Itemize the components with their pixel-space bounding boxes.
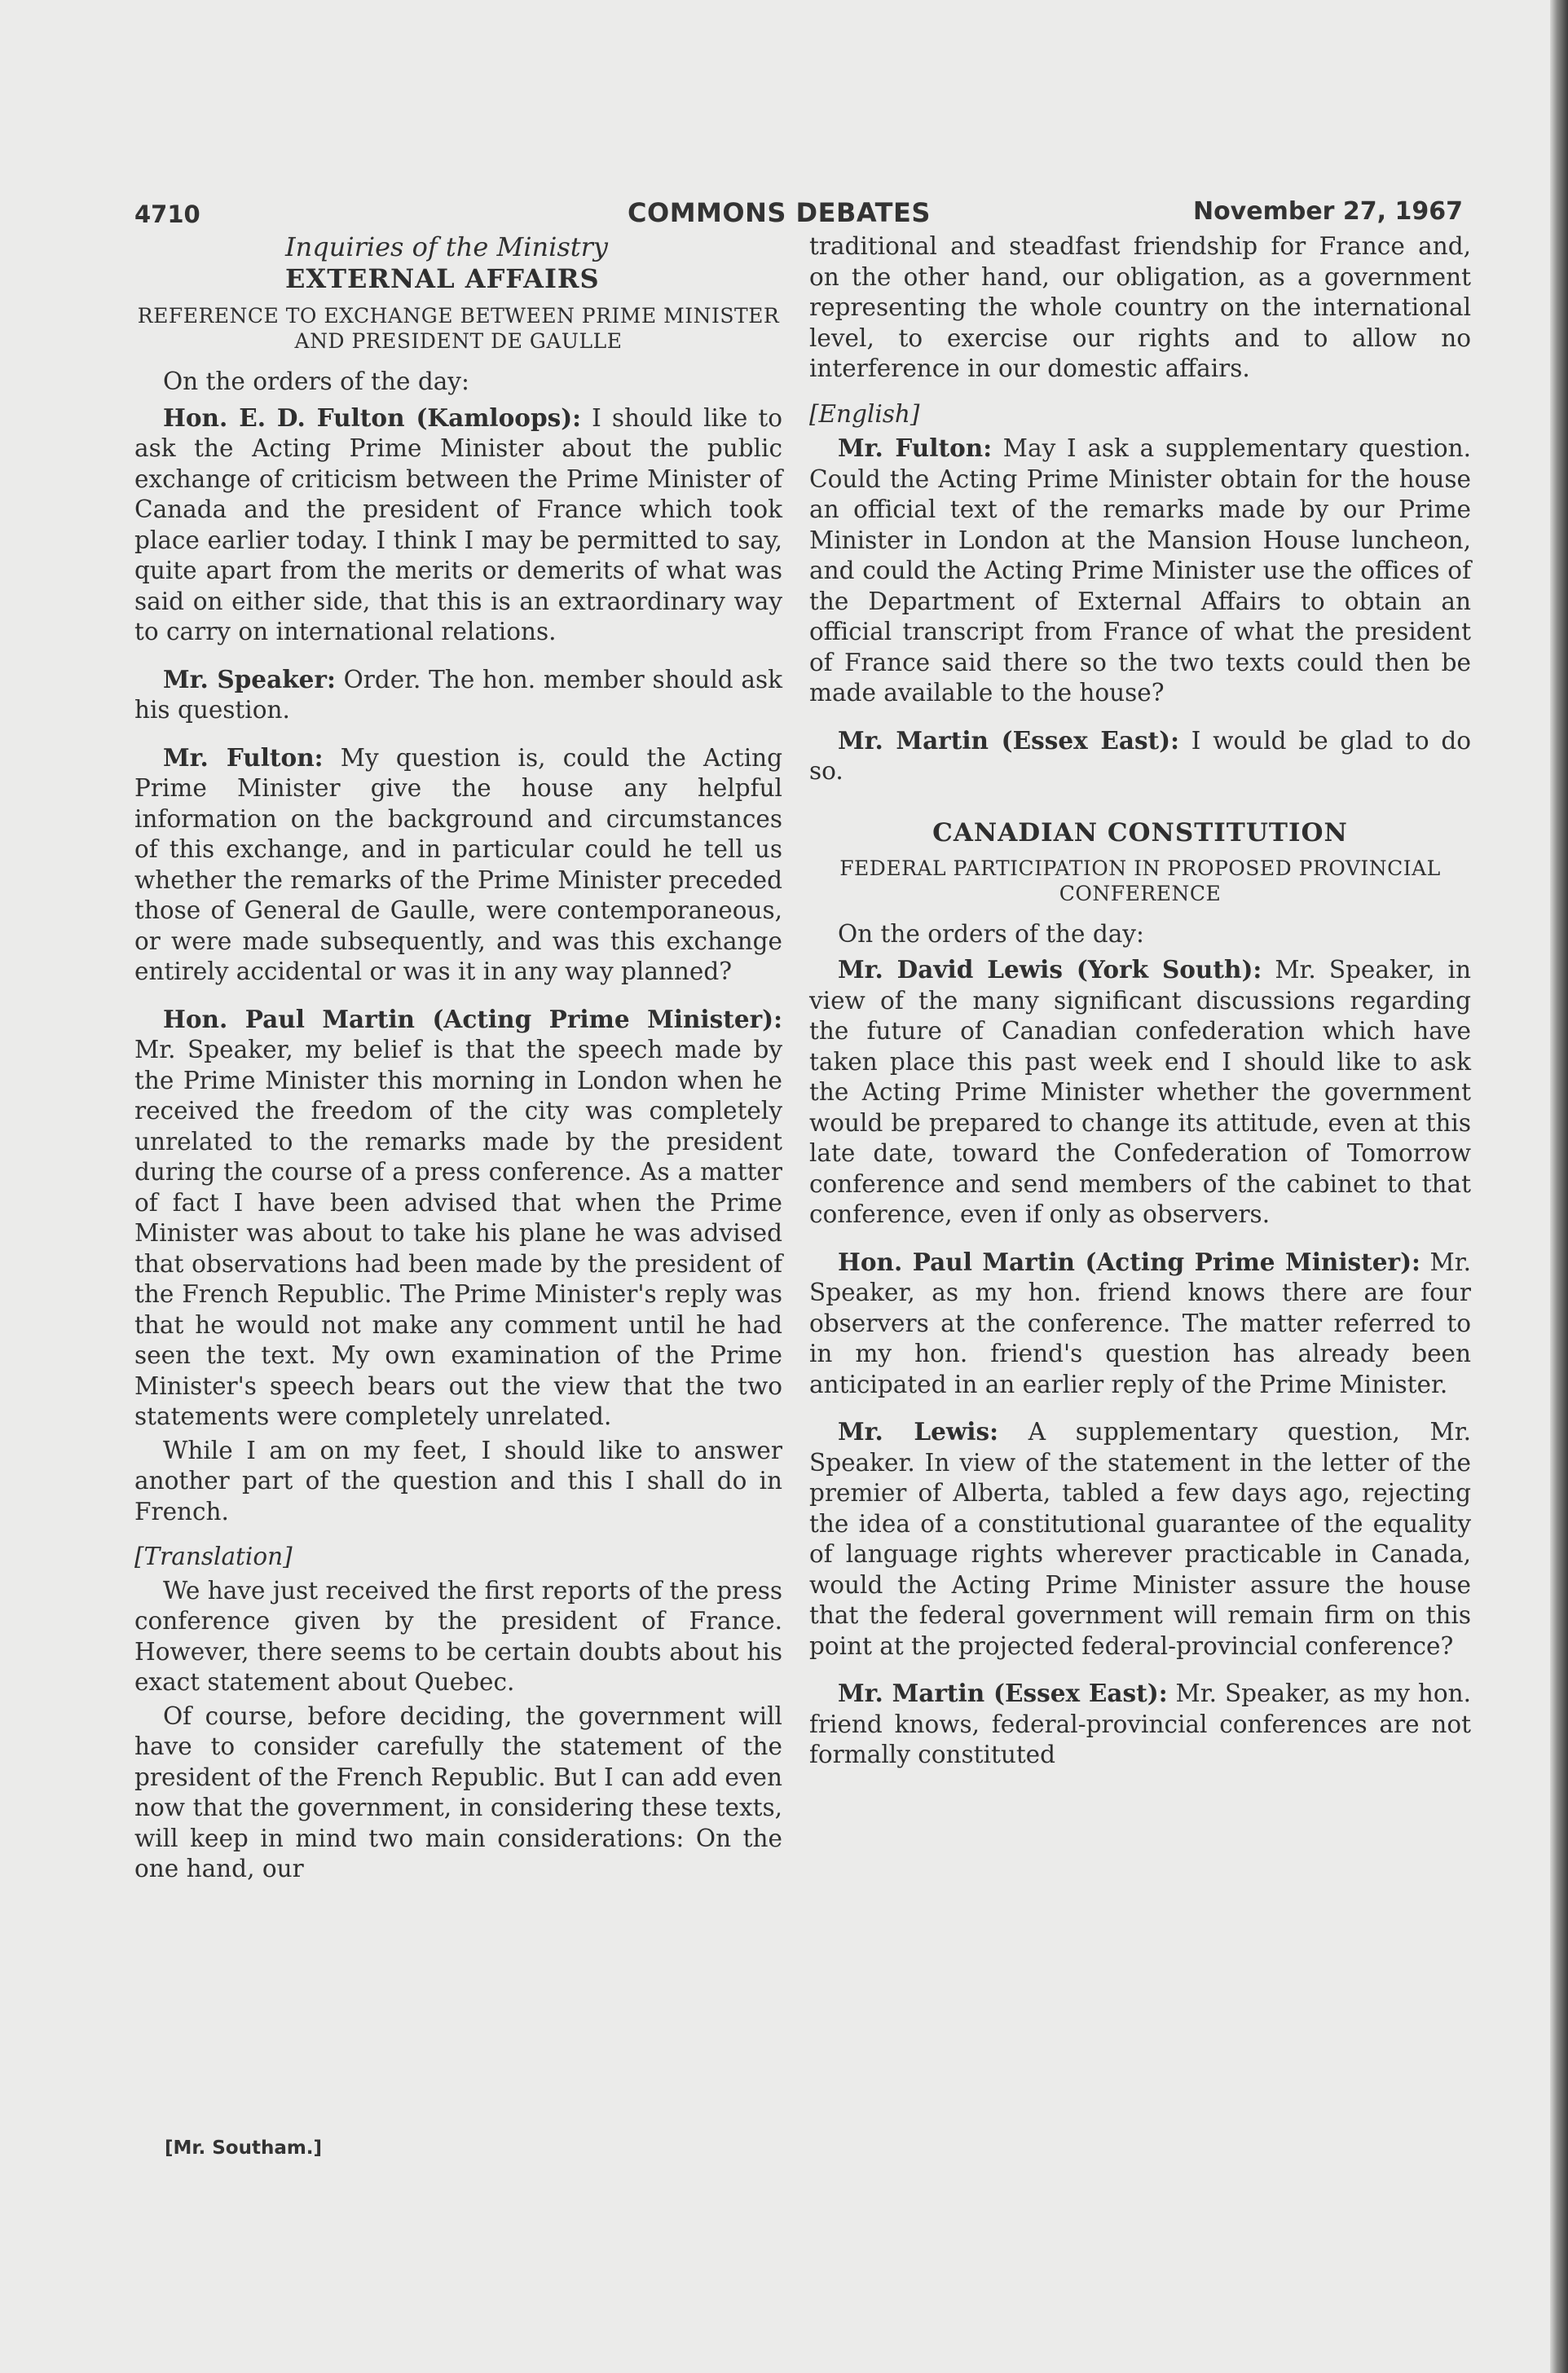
english-label: [English]: [809, 399, 920, 428]
speech-text: While I am on my feet, I should like to answer another part of the question and this I shall do in French.: [134, 1436, 782, 1526]
section-label: Inquiries of the Ministry: [285, 231, 608, 262]
speech-text: Order. The hon. member should ask his question.: [134, 665, 782, 724]
issue-date: November 27, 1967: [1192, 197, 1463, 226]
orders-of-the-day: On the orders of the day:: [838, 919, 1144, 948]
subhead-federal-participation: FEDERAL PARTICIPATION IN PROPOSED PROVINCIAL CONFERENCE: [839, 856, 1441, 905]
speaker-name: Mr. David Lewis (York South):: [838, 955, 1262, 984]
speaker-name: Hon. Paul Martin (Acting Prime Minister):: [838, 1247, 1420, 1276]
paragraph: [809, 1416, 1471, 1662]
left-column: [134, 231, 782, 1885]
speech-text: Mr. Speaker, my belief is that the speech made by the Prime Minister this morning in London when he received the freedom of the city was completely unrelated to the remarks made by the president during the course of a press conference. As a matter of fact I have been advised that when the Prime Minister was about to take his plane he was advised that observations had been made by the president of the French Republic. The Prime Minister's reply was that he would not make any comment until he had seen the text. My own examination of the Prime Minister's speech bears out the view that the two statements were completely unrelated.: [134, 1036, 782, 1430]
orders-of-the-day: On the orders of the day:: [163, 368, 469, 395]
paragraph: [134, 664, 782, 726]
paragraph: [809, 433, 1471, 709]
paragraph-continuation: traditional and steadfast friendship for France and, on the other hand, our obligation, as a government representing the whole country on the international level, to exercise our rights and to allow no interference in our domestic affairs.: [809, 232, 1471, 382]
speech-text: May I ask a supplementary question. Could the Acting Prime Minister obtain for the house an official text of the remarks made by our Prime Minister in London at the Mansion House luncheon, and could the Acting Prime Minister use the offices of the Department of External Affairs to obtain an official transcript from France of what the president of France said there so the two texts could then be made available to the house?: [809, 434, 1472, 707]
section-title-canadian-constitution: CANADIAN CONSTITUTION: [932, 817, 1348, 848]
speaker-name: Mr. Speaker:: [163, 664, 336, 693]
speaker-name: Mr. Lewis:: [838, 1417, 998, 1446]
speech-text: I would be glad to do so.: [809, 726, 1472, 785]
translation-label: [Translation]: [134, 1543, 293, 1570]
speaker-name: Mr. Fulton:: [163, 742, 324, 772]
paragraph: [809, 1678, 1471, 1771]
speech-text: A supplementary question, Mr. Speaker. In view of the statement in the letter of the premier of Alberta, tabled a few days ago, rejecting the idea of a constitutional guarantee of the equality of language rights wherever practicable in Canada, would the Acting Prime Minister assure the house that the federal government will remain firm on this point at the projected federal-provincial conference?: [809, 1418, 1472, 1660]
speaker-name: Mr. Martin (Essex East):: [838, 725, 1180, 755]
speech-text: Mr. Speaker, in view of the many significant discussions regarding the future of Canadian confederation which have taken place this past week end I should like to ask the Acting Prime Minister whether the government would be prepared to change its attitude, even at this late date, toward the Confederation of Tomorrow conference and send members of the cabinet to that conference, even if only as observers.: [809, 956, 1471, 1228]
speaker-name: Mr. Martin (Essex East):: [838, 1679, 1168, 1707]
speech-text: Mr. Speaker, as my hon. friend knows there are four observers at the conference. The matter referred to in my hon. friend's question has already been anticipated in an earlier reply of the Prime Minister.: [809, 1248, 1471, 1398]
subhead-exchange: REFERENCE TO EXCHANGE BETWEEN PRIME MINISTER AND PRESIDENT DE GAULLE: [137, 304, 780, 353]
paragraph: [809, 725, 1471, 787]
page-edge-shadow: [1550, 0, 1568, 2373]
paragraph: [809, 954, 1471, 1231]
paragraph: We have just received the first reports of the press conference given by the president of France. However, there seems to be certain doubts about his exact statement about Quebec.: [134, 1576, 782, 1696]
speech-text: I should like to ask the Acting Prime Minister about the public exchange of criticism between the Prime Minister of Canada and the president of France which took place earlier today. I think I may be permitted to say, quite apart from the merits or demerits of what was said on either side, that this is an extraordinary way to carry on international relations.: [134, 403, 782, 645]
paragraph: [134, 1004, 782, 1433]
journal-title: COMMONS DEBATES: [628, 197, 931, 228]
right-column: [809, 231, 1471, 1771]
paragraph: Of course, before deciding, the government will have to consider carefully the statement of the president of the French Republic. But I can add even now that the government, in considering these texts, will keep in mind two main considerations: On the one hand, our: [134, 1702, 782, 1882]
footer-note: [Mr. Southam.]: [165, 2137, 323, 2159]
page-number: 4710: [134, 200, 200, 228]
speaker-name: Mr. Fulton:: [838, 434, 993, 462]
paragraph: [134, 403, 782, 648]
paragraph: [134, 742, 782, 988]
speech-text: My question is, could the Acting Prime Minister give the house any helpful information on the background and circumstances of this exchange, and in particular could he tell us whether the remarks of the Prime Minister preceded those of General de Gaulle, were contemporaneous, or were made subsequently, and was this exchange entirely accidental or was it in any way planned?: [134, 743, 783, 985]
running-head: [134, 196, 1463, 231]
section-title-external-affairs: EXTERNAL AFFAIRS: [285, 263, 600, 294]
speaker-name: Hon. E. D. Fulton (Kamloops):: [163, 403, 582, 432]
speech-text: Mr. Speaker, as my hon. friend knows, federal-provincial conferences are not formally constituted: [809, 1680, 1472, 1768]
paragraph: [809, 1247, 1471, 1401]
paragraph: [134, 1436, 782, 1528]
speaker-name: Hon. Paul Martin (Acting Prime Minister):: [163, 1004, 782, 1033]
